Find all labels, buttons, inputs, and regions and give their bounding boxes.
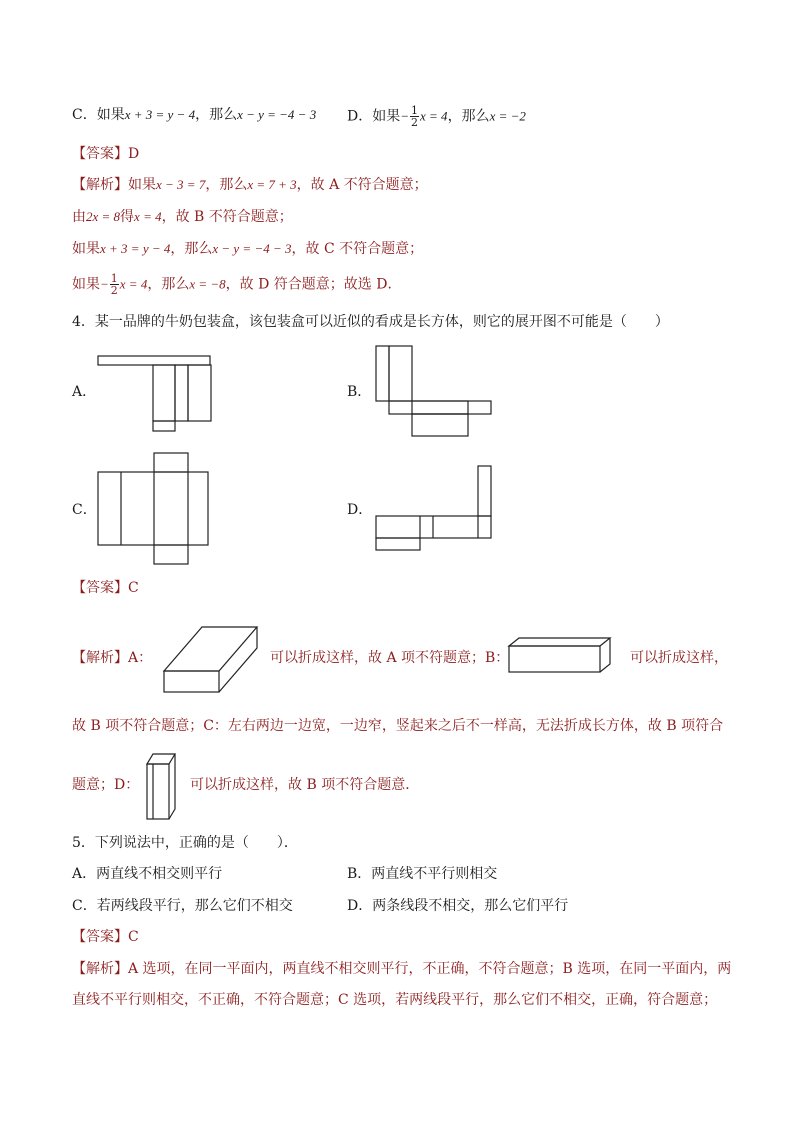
answer-value: C xyxy=(128,580,139,596)
fraction-numerator: 1 xyxy=(411,104,419,117)
equation: x = −8 xyxy=(189,276,226,292)
analysis-tag: 【解析】 xyxy=(72,177,128,193)
fraction-numerator: 1 xyxy=(110,272,118,285)
text: ，那么 xyxy=(205,177,248,193)
fraction-denominator: 2 xyxy=(411,116,419,129)
q4-analysis-line-2: 故 B 项不符合题意；C：左右两边一边宽，一边窄，竖起来之后不一样高，无法折成长方体，故 B 项符合 xyxy=(72,718,724,734)
text: 由 xyxy=(72,209,86,225)
text: ，故 D 符合题意；故选 D． xyxy=(225,276,402,293)
q4-option-d-label: D． xyxy=(347,502,373,518)
q4-option-b-label: B． xyxy=(347,384,372,400)
q4-analysis-line-3-post: 可以折成这样，故 B 项不符合题意． xyxy=(190,777,420,793)
equation: x = −2 xyxy=(489,108,526,124)
text: ，故 C 不符合题意； xyxy=(291,241,424,257)
equation: x + 3 = y − 4 xyxy=(124,107,196,122)
q4-stem: 4．某一品牌的牛奶包装盒，该包装盒可以近似的看成是长方体，则它的展开图不可能是（ ） xyxy=(72,314,669,330)
q4-analysis-a-text: 可以折成这样，故 A 项不符题意；B： xyxy=(270,650,510,666)
text: ，那么 xyxy=(195,107,238,123)
answer-tag: 【答案】 xyxy=(72,929,128,945)
text: 如果 xyxy=(72,241,100,257)
option-c-label: C．如果 xyxy=(72,107,125,123)
q5-option-c: C．若两线段平行，那么它们不相交 xyxy=(72,898,293,914)
answer-tag: 【答案】 xyxy=(72,580,128,596)
q5-option-b: B．两直线不平行则相交 xyxy=(347,866,498,882)
equation: 2x = 8 xyxy=(86,209,121,224)
equation: x + 3 = y − 4 xyxy=(100,241,171,256)
q4-option-c-label: C． xyxy=(72,502,97,518)
text: ，那么 xyxy=(447,108,490,125)
option-d-label: D．如果 xyxy=(347,108,401,125)
q5-analysis-line-1 xyxy=(72,959,731,979)
equation: x = 4 xyxy=(119,276,148,292)
answer-value: D xyxy=(128,146,140,162)
fraction-denominator: 2 xyxy=(110,284,118,297)
q5-option-d: D．两条线段不相交，那么它们平行 xyxy=(347,898,569,914)
q4-option-a-label: A． xyxy=(72,384,97,400)
text: A： xyxy=(128,650,153,666)
text: ，故 B 不符合题意； xyxy=(161,209,293,225)
q4-analysis-line-3-pre: 题意；D： xyxy=(72,777,140,793)
equation: x = 7 + 3 xyxy=(247,177,297,192)
text: ，故 A 不符合题意； xyxy=(296,177,428,193)
equation: x − y = −4 − 3 xyxy=(212,241,292,256)
equation: x = 4 xyxy=(134,209,162,224)
text: ，那么 xyxy=(170,241,213,257)
q4-analysis-b-text: 可以折成这样， xyxy=(630,650,728,666)
analysis-tag: 【解析】 xyxy=(72,650,128,666)
q5-option-a: A．两直线不相交则平行 xyxy=(72,866,223,882)
text: 得 xyxy=(120,209,135,225)
text: 如果 xyxy=(72,276,100,293)
q5-stem: 5．下列说法中，正确的是（ ）． xyxy=(72,835,298,851)
text: 如果 xyxy=(128,177,156,193)
equation: x − 3 = 7 xyxy=(156,177,206,192)
equation: x = 4 xyxy=(420,108,448,124)
answer-tag: 【答案】 xyxy=(72,146,128,162)
q5-answer xyxy=(72,927,139,947)
minus-sign: − xyxy=(400,108,410,124)
q5-analysis-line-2: 直线不平行则相交，不正确，不符合题意；C 选项，若两线段平行，那么它们不相交，正确，符合题意； xyxy=(72,992,718,1008)
text: ，那么 xyxy=(147,276,190,293)
text: A 选项，在同一平面内，两直线不相交则平行，不正确，不符合题意；B 选项，在同一平面内，两 xyxy=(128,961,732,977)
equation: x − y = −4 − 3 xyxy=(237,107,317,122)
minus-sign: − xyxy=(100,276,109,292)
answer-value: C xyxy=(128,929,139,945)
analysis-tag: 【解析】 xyxy=(72,961,128,977)
